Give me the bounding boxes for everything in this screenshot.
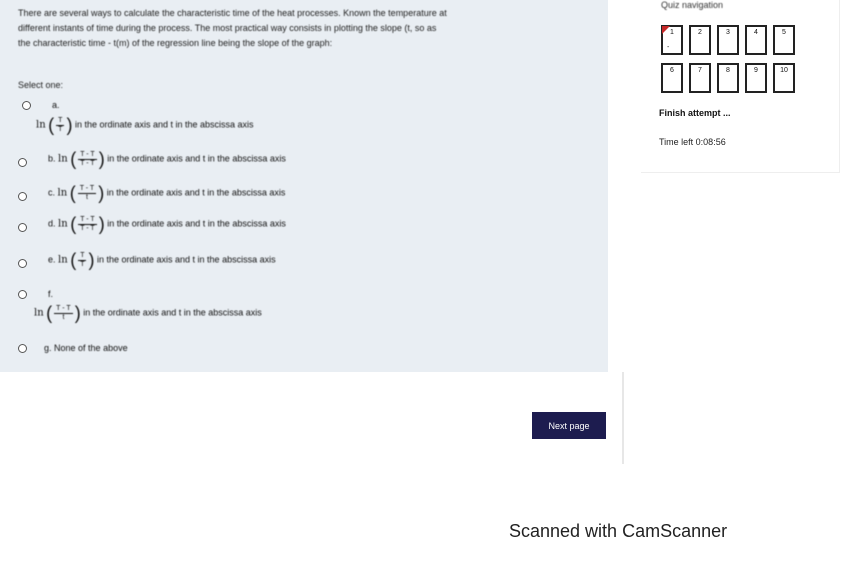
option-g-text: None of the above	[54, 343, 128, 353]
option-d-suffix: in the ordinate axis and t in the abscissa axis	[107, 218, 286, 229]
option-f-denominator: t	[62, 313, 65, 321]
option-e-radio[interactable]	[18, 259, 27, 268]
option-c-formula: c. ln ( $\frac{T - T}{t}$ ) in the ordinate axis and t in the abscissa axis	[48, 183, 286, 203]
option-c-radio[interactable]	[18, 192, 27, 201]
option-b-letter: b.	[48, 153, 56, 164]
option-b-suffix: in the ordinate axis and t in the abscissa axis	[107, 153, 286, 164]
ln-label: ln	[36, 119, 46, 131]
option-e-suffix: in the ordinate axis and t in the abscissa axis	[96, 254, 276, 265]
ln-label: ln	[57, 187, 68, 199]
option-e-numerator: T	[80, 251, 85, 259]
option-d-radio[interactable]	[18, 223, 27, 232]
option-g-radio[interactable]	[18, 344, 27, 353]
question-nav-4[interactable]	[745, 25, 767, 55]
divider	[622, 372, 624, 464]
question-nav-5[interactable]	[773, 25, 795, 55]
question-panel	[0, 0, 608, 372]
option-a-numerator: T	[58, 116, 63, 124]
question-number: 4	[754, 29, 758, 36]
question-number: 6	[670, 67, 674, 74]
question-nav-1[interactable]	[661, 25, 683, 55]
ln-label: ln	[58, 218, 68, 230]
option-f-letter: f.	[48, 289, 54, 299]
option-a-suffix: in the ordinate axis and t in the abscissa axis	[74, 119, 254, 130]
question-number: 3	[726, 29, 730, 36]
answered-mark: -	[667, 44, 670, 51]
option-d-denominator: T - T	[80, 224, 95, 232]
next-page-button[interactable]: Next page	[532, 412, 606, 439]
question-nav-9[interactable]	[745, 63, 767, 93]
question-line-2: different instants of time during the process. The most practical way consists in plotting the slope (t, so as	[18, 23, 437, 33]
option-f-suffix: in the ordinate axis and t in the abscissa axis	[83, 307, 262, 318]
question-nav-7[interactable]	[689, 63, 711, 93]
option-g-label	[44, 343, 128, 353]
option-e-formula: e. ln ( $\frac{T}{T}$ ) in the ordinate axis and t in the abscissa axis	[48, 250, 276, 270]
option-d-formula: d. ln ( $\frac{T - T}{T - T}$ ) in the ordinate axis and t in the abscissa axis	[48, 214, 286, 234]
option-a-formula: ln ( $\frac{T}{T}$ ) in the ordinate axis and t in the abscissa axis	[36, 115, 254, 135]
option-f-radio[interactable]	[18, 290, 27, 299]
option-d-letter: d.	[48, 218, 56, 229]
question-number: 7	[698, 67, 702, 74]
time-left: Time left 0:08:56	[659, 137, 726, 147]
option-b-denominator: T - T	[80, 159, 95, 167]
option-b-radio[interactable]	[18, 158, 27, 167]
ln-label: ln	[58, 254, 68, 266]
option-f-numerator: T - T	[56, 304, 71, 312]
question-nav-8[interactable]	[717, 63, 739, 93]
question-line-3: the characteristic time - t(m) of the regression line being the slope of the graph:	[18, 38, 333, 48]
ln-label: ln	[34, 307, 44, 319]
option-c-numerator: T - T	[79, 184, 95, 192]
ln-label: ln	[58, 153, 68, 165]
question-number: 8	[726, 67, 730, 74]
quiz-navigation-panel	[641, 0, 840, 173]
option-f-formula: ln ( $\frac{T - T}{t}$ ) in the ordinate axis and t in the abscissa axis	[34, 303, 262, 323]
question-nav-10[interactable]	[773, 63, 795, 93]
question-number: 10	[780, 67, 788, 74]
quiz-navigation-title: Quiz navigation	[661, 0, 724, 10]
finish-attempt-link[interactable]: Finish attempt ...	[659, 108, 731, 118]
question-number: 2	[698, 29, 702, 36]
select-one-label: Select one:	[18, 80, 64, 90]
option-c-suffix: in the ordinate axis and t in the abscissa axis	[106, 187, 286, 198]
option-a-radio[interactable]	[22, 101, 31, 110]
option-e-denominator: T	[80, 260, 85, 268]
question-nav-6[interactable]	[661, 63, 683, 93]
question-nav-3[interactable]	[717, 25, 739, 55]
option-c-letter: c.	[48, 187, 56, 198]
question-number: 9	[754, 67, 758, 74]
question-nav-2[interactable]	[689, 25, 711, 55]
option-b-formula: b. ln ( $\frac{T - T}{T - T}$ ) in the ordinate axis and t in the abscissa axis	[48, 149, 286, 169]
question-number: 5	[782, 29, 786, 36]
option-d-numerator: T - T	[80, 215, 95, 223]
option-a-denominator: T	[58, 125, 63, 133]
option-g-letter: g.	[44, 343, 52, 353]
option-c-denominator: t	[85, 193, 88, 201]
camscanner-watermark: Scanned with CamScanner	[509, 521, 728, 541]
option-b-numerator: T - T	[80, 150, 95, 158]
option-e-letter: e.	[48, 254, 56, 265]
question-text	[18, 6, 598, 51]
option-a-letter: a.	[52, 100, 60, 110]
question-number: 1	[670, 29, 674, 36]
question-line-1: There are several ways to calculate the characteristic time of the heat processes. Known the temperature at	[18, 8, 447, 18]
